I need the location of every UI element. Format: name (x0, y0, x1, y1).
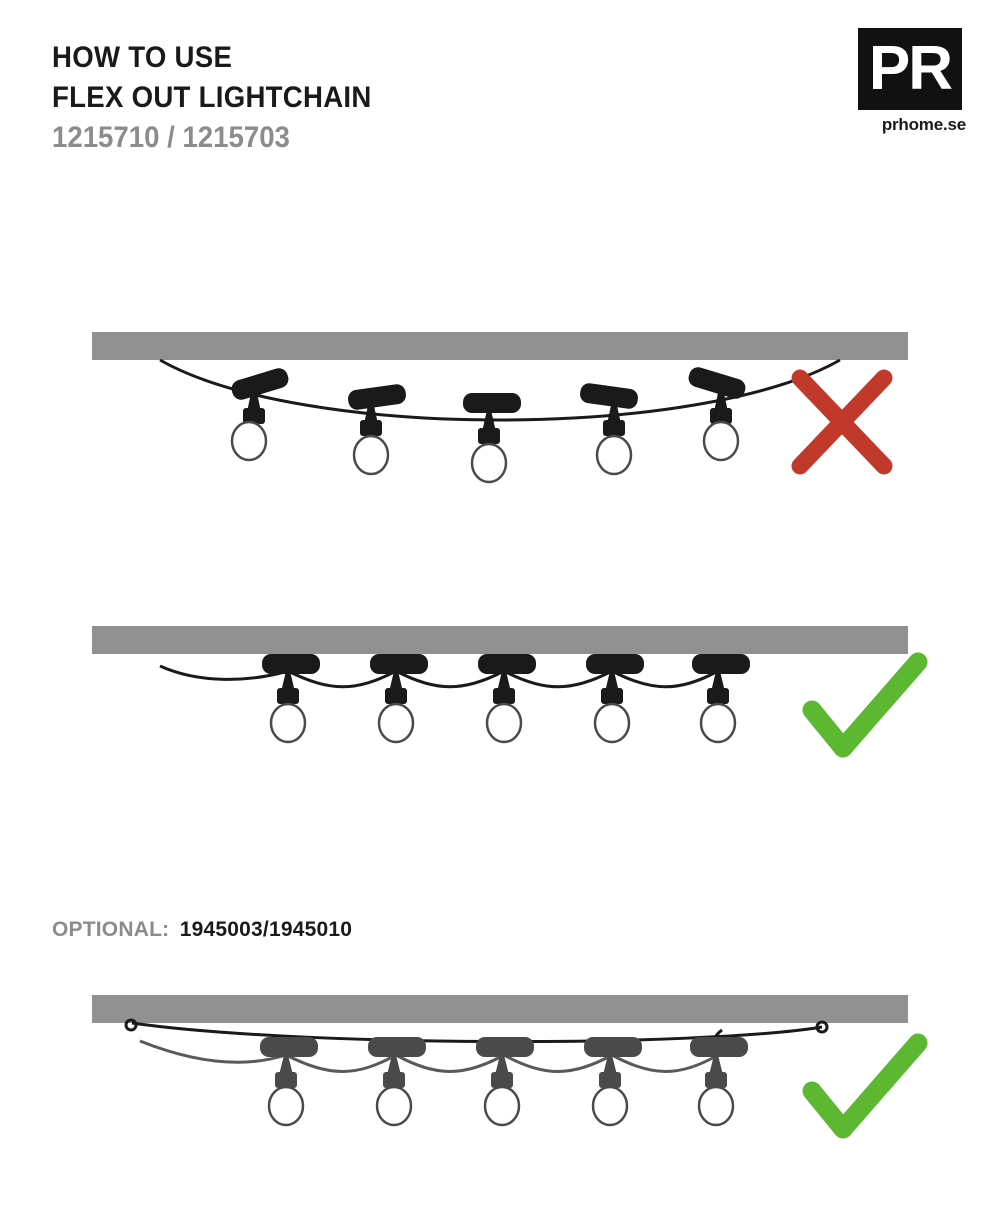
lamp (686, 365, 747, 460)
lamp (368, 1037, 426, 1125)
mounting-beam (92, 626, 908, 654)
check-icon (812, 662, 918, 748)
lamp (579, 382, 639, 474)
lamp-group (229, 365, 747, 482)
brand-logo (850, 28, 968, 138)
mounting-beam (92, 332, 908, 360)
page-title (52, 38, 399, 158)
lamp (476, 1037, 534, 1125)
optional-label: OPTIONAL: (52, 918, 170, 941)
product-codes: 1215710 / 1215703 (52, 121, 290, 154)
lamp (463, 393, 521, 482)
lamp (347, 383, 407, 474)
diagram-panel-correct (0, 600, 1000, 820)
diagram-panel-incorrect (0, 300, 1000, 540)
lamp (690, 1037, 748, 1125)
lamp (692, 654, 750, 742)
lamp (260, 1037, 318, 1125)
panel-3-illustration (0, 975, 1000, 1205)
header (0, 0, 1000, 200)
panel-2-illustration (0, 600, 1000, 820)
optional-codes: 1945003/1945010 (179, 918, 353, 941)
cross-icon (800, 378, 884, 466)
wire-eyelet (126, 1020, 136, 1030)
lamp (229, 366, 290, 460)
lamp-group (260, 1037, 748, 1125)
lamp (478, 654, 536, 742)
optional-accessory-row (52, 918, 352, 942)
title-line-2: FLEX OUT LIGHTCHAIN (52, 81, 372, 114)
logo-url: prhome.se (881, 115, 966, 134)
logo-mark: PR (858, 28, 962, 110)
lamp-group (262, 654, 750, 742)
lamp (370, 654, 428, 742)
title-line-1: HOW TO USE (52, 41, 233, 74)
lamp (584, 1037, 642, 1125)
lamp (262, 654, 320, 742)
check-icon (812, 1043, 918, 1129)
mounting-beam (92, 995, 908, 1023)
diagram-panel-wire-accessory (0, 975, 1000, 1205)
panel-1-illustration (0, 300, 1000, 540)
lamp (586, 654, 644, 742)
